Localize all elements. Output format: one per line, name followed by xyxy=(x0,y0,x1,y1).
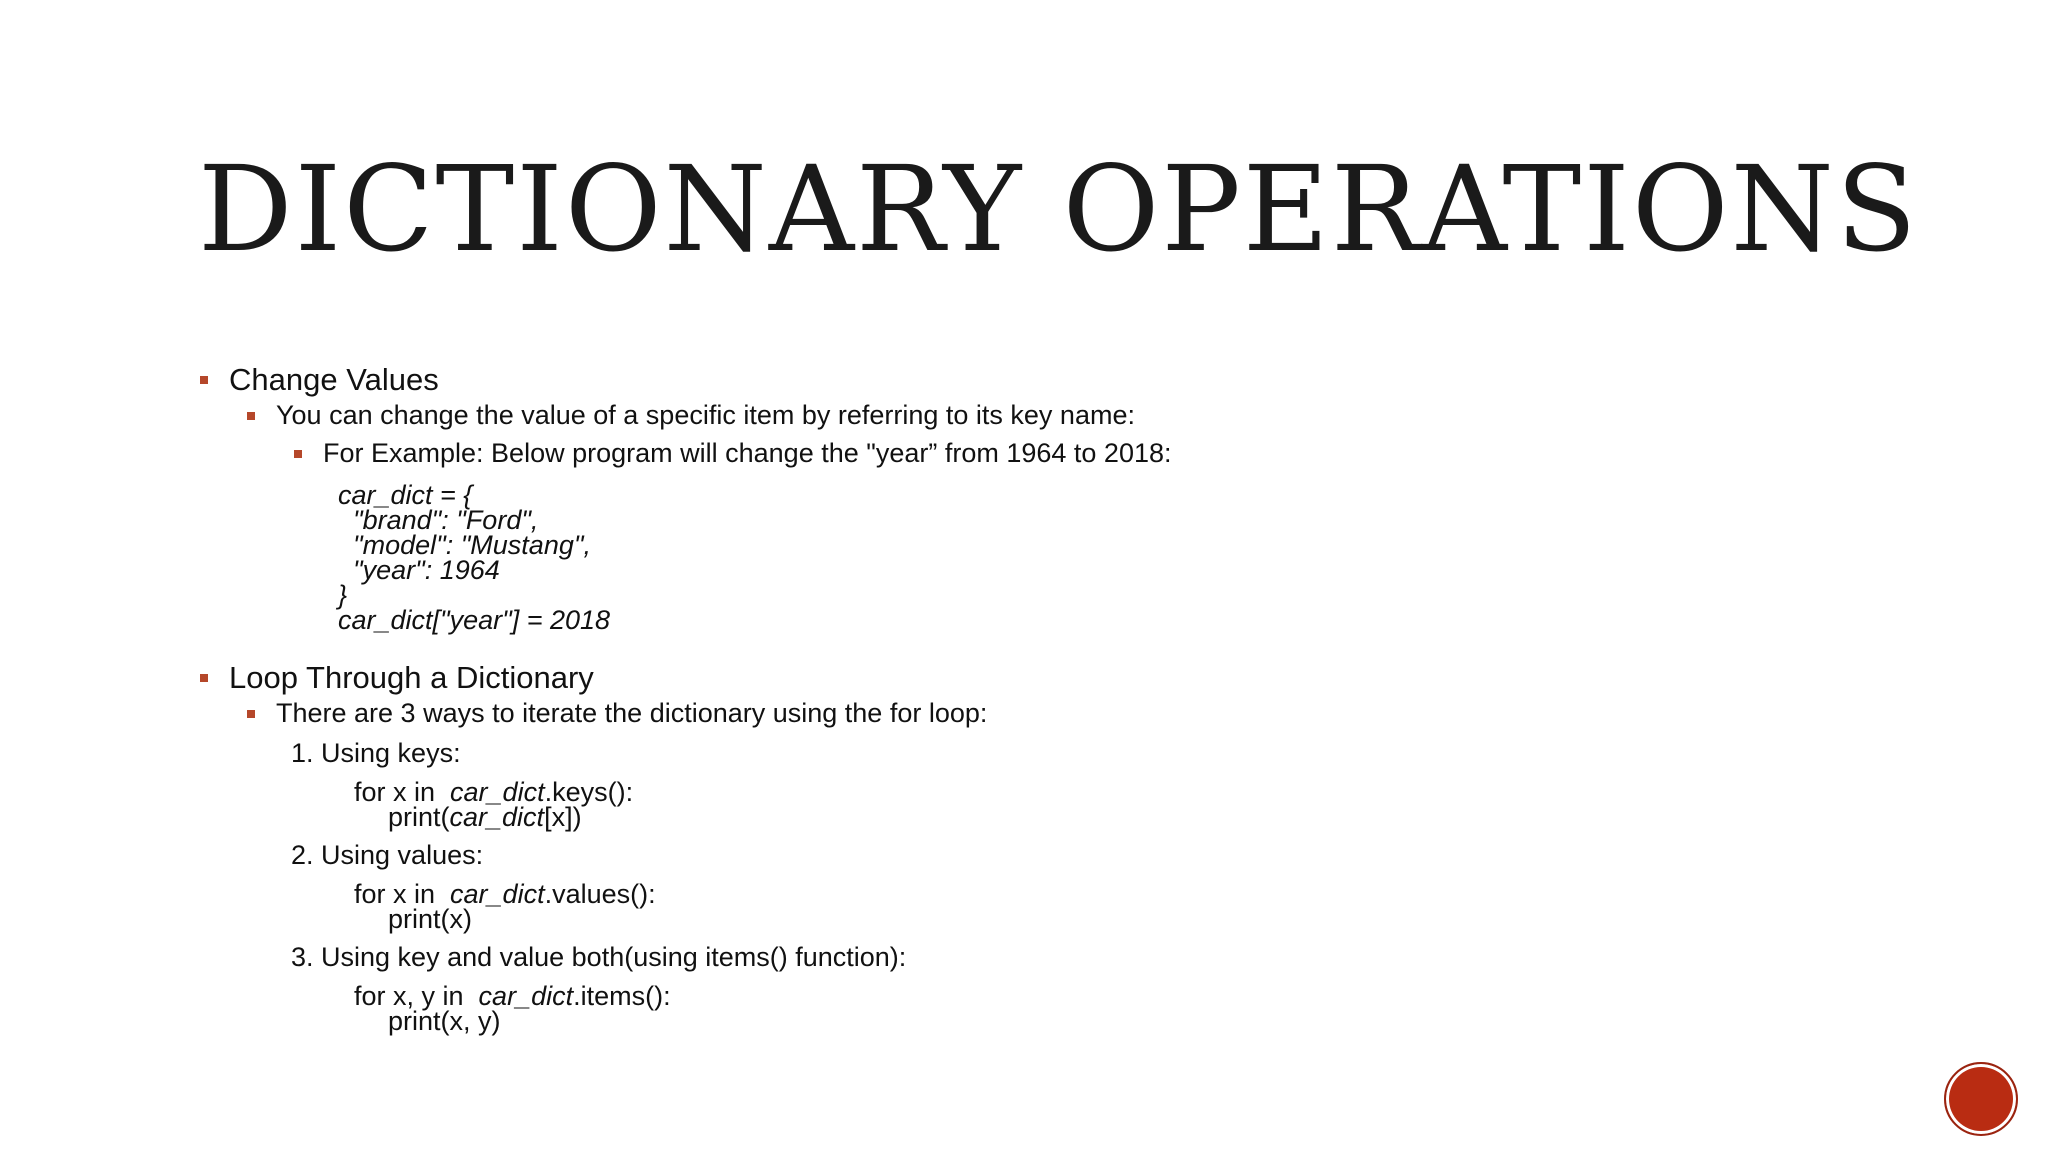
code-text: .values(): xyxy=(544,879,656,909)
bullet-square-icon xyxy=(294,450,302,458)
code-variable: car_dict xyxy=(450,879,545,909)
method-2-code-line-2: print(x) xyxy=(388,904,473,934)
code-line: "model": "Mustang", xyxy=(338,530,591,560)
code-line: } xyxy=(338,580,348,610)
change-values-description: You can change the value of a specific item by referring to its key name: xyxy=(276,400,1135,430)
code-line: "brand": "Ford", xyxy=(338,505,539,535)
method-2-label: 2. Using values: xyxy=(291,840,484,870)
change-values-example-text: For Example: Below program will change the "year” from 1964 to 2018: xyxy=(323,438,1172,468)
next-slide-button[interactable] xyxy=(1944,1062,2018,1136)
code-text: .keys(): xyxy=(544,777,634,807)
bullet-square-icon xyxy=(247,412,255,420)
code-text: for x in xyxy=(354,777,451,807)
slide-title: DICTIONARY OPERATIONS xyxy=(198,140,1919,278)
code-variable: car_dict xyxy=(450,777,545,807)
code-variable: car_dict xyxy=(478,981,574,1011)
method-3-label: 3. Using key and value both(using items() function): xyxy=(291,942,907,972)
bullet-square-icon xyxy=(200,376,208,384)
section-heading-loop-through: Loop Through a Dictionary xyxy=(229,660,594,695)
bullet-square-icon xyxy=(247,710,255,718)
code-text: [x]) xyxy=(544,802,582,832)
code-line: car_dict = { xyxy=(338,480,473,510)
loop-through-description: There are 3 ways to iterate the dictionary using the for loop: xyxy=(276,698,988,728)
code-line: "year": 1964 xyxy=(338,555,500,585)
method-3-code-line-2: print(x, y) xyxy=(388,1006,501,1036)
code-text: for x, y in xyxy=(354,981,479,1011)
code-line: car_dict["year"] = 2018 xyxy=(338,605,611,635)
code-text: print( xyxy=(388,802,450,832)
bullet-square-icon xyxy=(200,674,208,682)
code-text: .items(): xyxy=(573,981,671,1011)
code-text: for x in xyxy=(354,879,451,909)
method-1-code-line-2 xyxy=(388,804,582,831)
code-variable: car_dict xyxy=(449,802,545,832)
section-heading-change-values: Change Values xyxy=(229,362,439,397)
method-1-label: 1. Using keys: xyxy=(291,738,461,768)
